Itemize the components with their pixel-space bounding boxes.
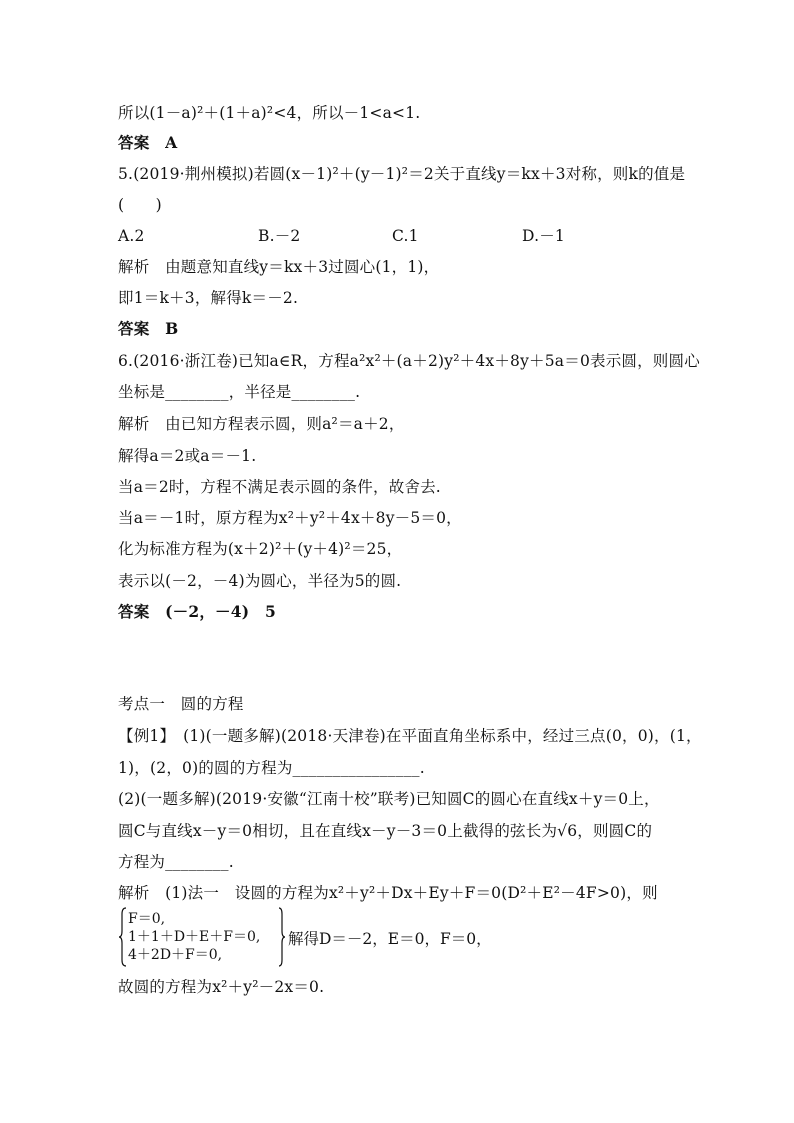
answer-line: 答案 (－2，－4) 5: [118, 602, 276, 621]
question-5-line: 5.(2019·荆州模拟)若圆(x－1)²＋(y－1)²＝2关于直线y＝kx＋3对称，则k的值是: [118, 165, 686, 183]
option-b: B.－2: [258, 227, 301, 245]
text-line: 当a＝－1时，原方程为x²＋y²＋4x＋8y－5＝0，: [118, 509, 462, 527]
option-a: A.2: [118, 227, 145, 245]
system-row: F＝0,: [128, 911, 166, 927]
example-1-part2-line: (2)(一题多解)(2019·安徽“江南十校”联考)已知圆C的圆心在直线x＋y＝0上，: [118, 790, 660, 808]
example-1-part2-line: 方程为________.: [118, 853, 234, 871]
option-c: C.1: [392, 227, 419, 245]
equation-system: [118, 906, 498, 976]
section-heading: 考点一 圆的方程: [118, 695, 244, 713]
question-5-bracket: ( ): [118, 196, 162, 214]
text-line: 表示以(－2，－4)为圆心，半径为5的圆.: [118, 572, 402, 590]
text-line: 当a＝2时，方程不满足表示圆的条件，故舍去.: [118, 478, 441, 496]
answer-line: 答案 A: [118, 133, 178, 152]
system-solution: 解得D＝－2，E＝0，F＝0，: [288, 930, 492, 948]
analysis-line: 解析 由已知方程表示圆，则a²＝a＋2，: [118, 415, 405, 433]
example-1-line: 【例1】 (1)(一题多解)(2018·天津卷)在平面直角坐标系中，经过三点(0，0)，(1，: [118, 727, 702, 745]
text-line: 化为标准方程为(x＋2)²＋(y＋4)²＝25，: [118, 540, 403, 558]
answer-line: 答案 B: [118, 319, 179, 338]
analysis-line: 解析 由题意知直线y＝kx＋3过圆心(1，1)，: [118, 258, 440, 276]
system-row: 4＋2D＋F＝0,: [128, 947, 223, 963]
analysis-line: 解析 (1)法一 设圆的方程为x²＋y²＋Dx＋Ey＋F＝0(D²＋E²－4F>0)，则: [118, 884, 658, 902]
text-line: 解得a＝2或a＝－1.: [118, 447, 257, 465]
text-line: 故圆的方程为x²＋y²－2x＝0.: [118, 978, 325, 996]
text-line: 所以(1－a)²＋(1＋a)²<4，所以－1<a<1.: [118, 104, 421, 122]
example-1-part2-line: 圆C与直线x－y＝0相切，且在直线x－y－3＝0上截得的弦长为√6，则圆C的: [118, 822, 653, 840]
text-line: 即1＝k＋3，解得k＝－2.: [118, 289, 299, 307]
system-row: 1＋1＋D＋E＋F＝0,: [128, 929, 261, 945]
right-brace-icon: [278, 906, 286, 968]
left-brace-icon: [118, 906, 128, 968]
question-6-line: 坐标是________，半径是________.: [118, 383, 361, 401]
question-6-line: 6.(2016·浙江卷)已知a∈R，方程a²x²＋(a＋2)y²＋4x＋8y＋5a＝0表示圆，则圆心: [118, 352, 700, 370]
option-d: D.－1: [522, 227, 565, 245]
example-1-line: 1)，(2，0)的圆的方程为________________.: [118, 759, 425, 777]
